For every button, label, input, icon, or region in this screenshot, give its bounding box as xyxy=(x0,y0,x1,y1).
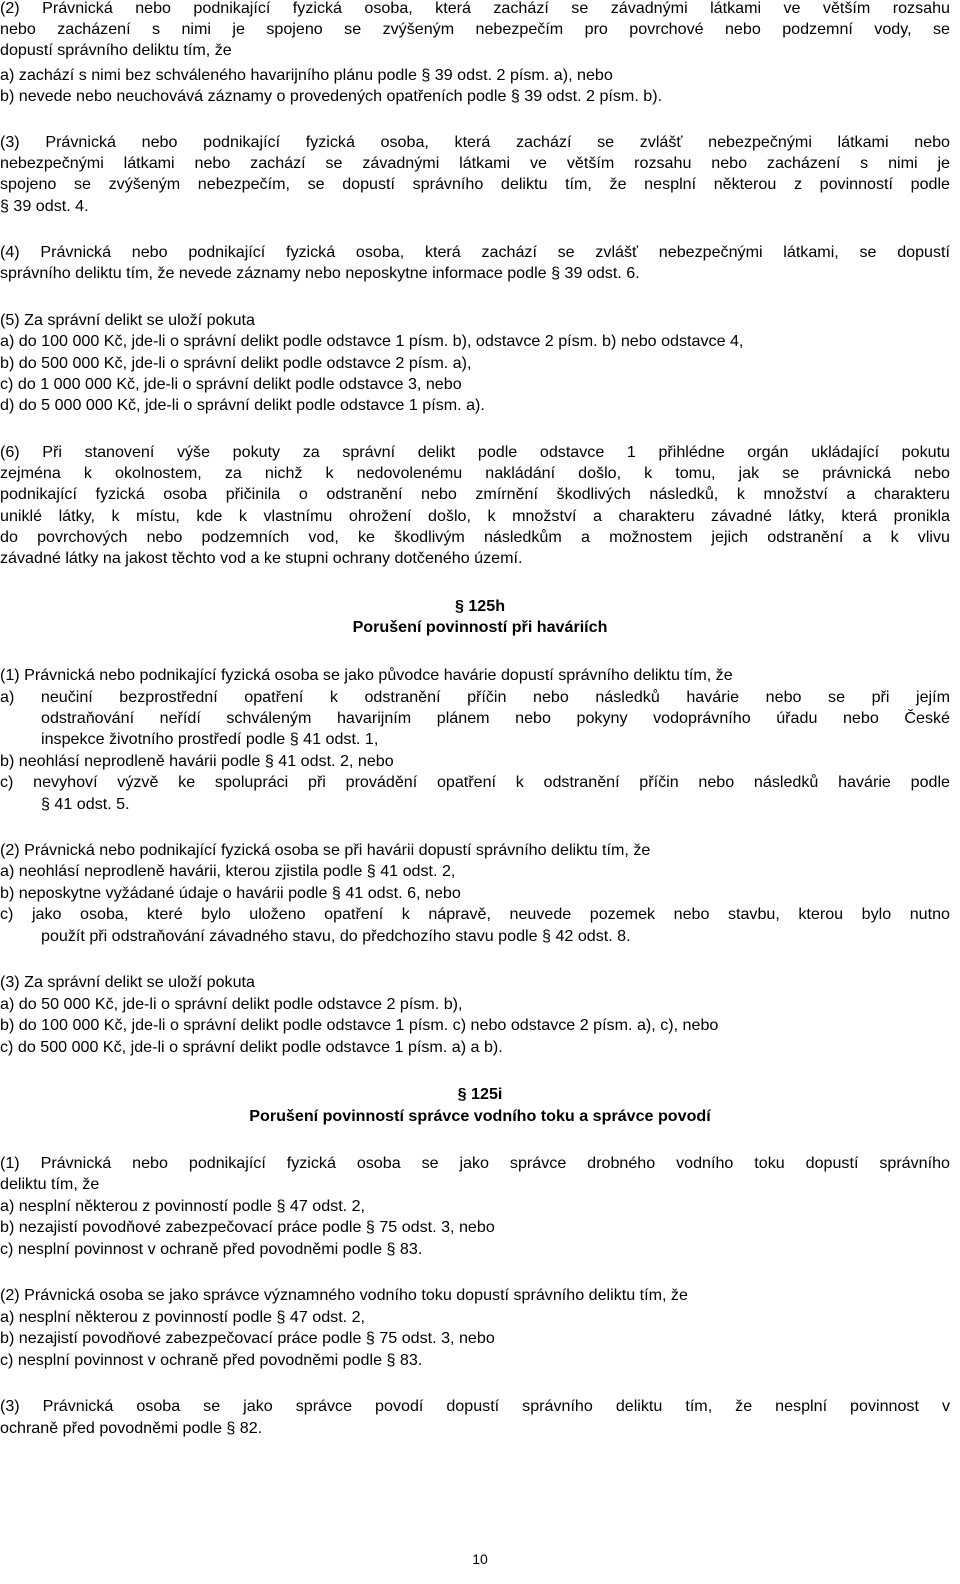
text-line: (4) Právnická nebo podnikající fyzická osoba, která zachází se zvlášť nebezpečnými látkami, se dopustí xyxy=(0,243,950,261)
text-line: (2) Právnická nebo podnikající fyzická osoba, která zachází se závadnými látkami ve větším rozsahu xyxy=(0,0,950,17)
text-line: (3) Za správní delikt se uloží pokuta xyxy=(0,973,255,991)
text-line: b) neposkytne vyžádané údaje o havárii podle § 41 odst. 6, nebo xyxy=(0,884,461,902)
section-heading: § 125i xyxy=(457,1085,503,1103)
text-line: c) do 1 000 000 Kč, jde-li o správní delikt podle odstavce 3, nebo xyxy=(0,375,462,393)
text-line: odstraňování neřídí schváleným havarijním plánem nebo pokyny vodoprávního úřadu nebo České xyxy=(41,709,950,727)
text-line: (3) Právnická osoba se jako správce povodí dopustí správního deliktu tím, že nesplní povinnost v xyxy=(0,1397,950,1415)
text-line: c) nevyhoví výzvě ke spolupráci při provádění opatření k odstranění příčin nebo následků havárie podle xyxy=(0,773,950,791)
text-line: zejména k okolnostem, za nichž k nedovolenému nakládání došlo, k tomu, jak se právnická nebo xyxy=(0,464,950,482)
text-line: b) nevede nebo neuchovává záznamy o provedených opatřeních podle § 39 odst. 2 písm. b). xyxy=(0,87,663,105)
text-line: (2) Právnická osoba se jako správce významného vodního toku dopustí správního deliktu tím, že xyxy=(0,1286,688,1304)
text-line: do povrchových nebo podzemních vod, ke škodlivým následkům a možnostem jejich odstranění a k vlivu xyxy=(0,528,950,546)
text-line: nebezpečnými látkami nebo zachází se závadnými látkami ve větším rozsahu nebo zacházení s nimi je xyxy=(0,154,950,172)
text-line: (1) Právnická nebo podnikající fyzická osoba se jako původce havárie dopustí správního deliktu tím, že xyxy=(0,666,733,684)
text-line: § 39 odst. 4. xyxy=(0,197,89,215)
text-line: c) jako osoba, které bylo uloženo opatření k nápravě, neuvede pozemek nebo stavbu, kterou bylo nutno xyxy=(0,905,950,923)
text-line: závadné látky na jakost těchto vod a ke stupni ochrany dotčeného území. xyxy=(0,549,523,567)
text-line: ochraně před povodněmi podle § 82. xyxy=(0,1419,263,1437)
text-line: a) nesplní některou z povinností podle § 47 odst. 2, xyxy=(0,1197,366,1215)
text-line: (5) Za správní delikt se uloží pokuta xyxy=(0,311,255,329)
text-line: c) nesplní povinnost v ochraně před povodněmi podle § 83. xyxy=(0,1351,423,1369)
text-line: inspekce životního prostředí podle § 41 odst. 1, xyxy=(41,730,379,748)
text-line: c) nesplní povinnost v ochraně před povodněmi podle § 83. xyxy=(0,1240,423,1258)
text-line: b) neohlásí neprodleně havárii podle § 41 odst. 2, nebo xyxy=(0,752,394,770)
text-line: správního deliktu tím, že nevede záznamy nebo neposkytne informace podle § 39 odst. 6. xyxy=(0,264,640,282)
text-line: (2) Právnická nebo podnikající fyzická osoba se při havárii dopustí správního deliktu tím, že xyxy=(0,841,651,859)
text-line: § 41 odst. 5. xyxy=(41,795,130,813)
text-line: c) do 500 000 Kč, jde-li o správní delikt podle odstavce 1 písm. a) a b). xyxy=(0,1038,503,1056)
text-line: d) do 5 000 000 Kč, jde-li o správní delikt podle odstavce 1 písm. a). xyxy=(0,396,485,414)
text-line: a) nesplní některou z povinností podle § 47 odst. 2, xyxy=(0,1308,366,1326)
section-heading: Porušení povinností správce vodního toku a správce povodí xyxy=(249,1107,711,1125)
text-line: b) do 100 000 Kč, jde-li o správní delikt podle odstavce 1 písm. c) nebo odstavce 2 písm. a), c), nebo xyxy=(0,1016,719,1034)
text-line: deliktu tím, že xyxy=(0,1175,100,1193)
section-heading: § 125h xyxy=(454,597,506,615)
text-line: b) nezajistí povodňové zabezpečovací práce podle § 75 odst. 3, nebo xyxy=(0,1329,495,1347)
text-line: a) zachází s nimi bez schváleného havarijního plánu podle § 39 odst. 2 písm. a), nebo xyxy=(0,66,613,84)
text-line: (6) Při stanovení výše pokuty za správní delikt podle odstavce 1 přihlédne orgán ukládající pokutu xyxy=(0,443,950,461)
text-line: a) neohlásí neprodleně havárii, kterou zjistila podle § 41 odst. 2, xyxy=(0,862,456,880)
text-line: a) do 50 000 Kč, jde-li o správní delikt podle odstavce 2 písm. b), xyxy=(0,995,463,1013)
text-line: nebo zacházení s nimi je spojeno se zvýšeným nebezpečím pro povrchové nebo podzemní vody, se xyxy=(0,20,950,38)
text-line: b) nezajistí povodňové zabezpečovací práce podle § 75 odst. 3, nebo xyxy=(0,1218,495,1236)
page-number: 10 xyxy=(472,1551,488,1567)
text-line: uniklé látky, k místu, kde k vlastnímu ohrožení došlo, k množství a charakteru závadné látky, která pronikla xyxy=(0,507,950,525)
text-line: dopustí správního deliktu tím, že xyxy=(0,41,232,59)
text-line: spojeno se zvýšeným nebezpečím, se dopustí správního deliktu tím, že nesplní některou z povinností podle xyxy=(0,175,950,193)
text-line: podnikající fyzická osoba přičinila o odstranění nebo zmírnění škodlivých následků, k množství a charakteru xyxy=(0,485,950,503)
text-line: a) neučiní bezprostřední opatření k odstranění příčin nebo následků havárie nebo se při jejím xyxy=(0,688,950,706)
section-heading: Porušení povinností při haváriích xyxy=(352,618,608,636)
text-line: použít při odstraňování závadného stavu, do předchozího stavu podle § 42 odst. 8. xyxy=(41,927,631,945)
text-line: (1) Právnická nebo podnikající fyzická osoba se jako správce drobného vodního toku dopustí správního xyxy=(0,1154,950,1172)
text-line: (3) Právnická nebo podnikající fyzická osoba, která zachází se zvlášť nebezpečnými látkami nebo xyxy=(0,133,950,151)
text-line: b) do 500 000 Kč, jde-li o správní delikt podle odstavce 2 písm. a), xyxy=(0,354,472,372)
text-line: a) do 100 000 Kč, jde-li o správní delikt podle odstavce 1 písm. b), odstavce 2 písm. b) nebo odstavce 4, xyxy=(0,332,744,350)
